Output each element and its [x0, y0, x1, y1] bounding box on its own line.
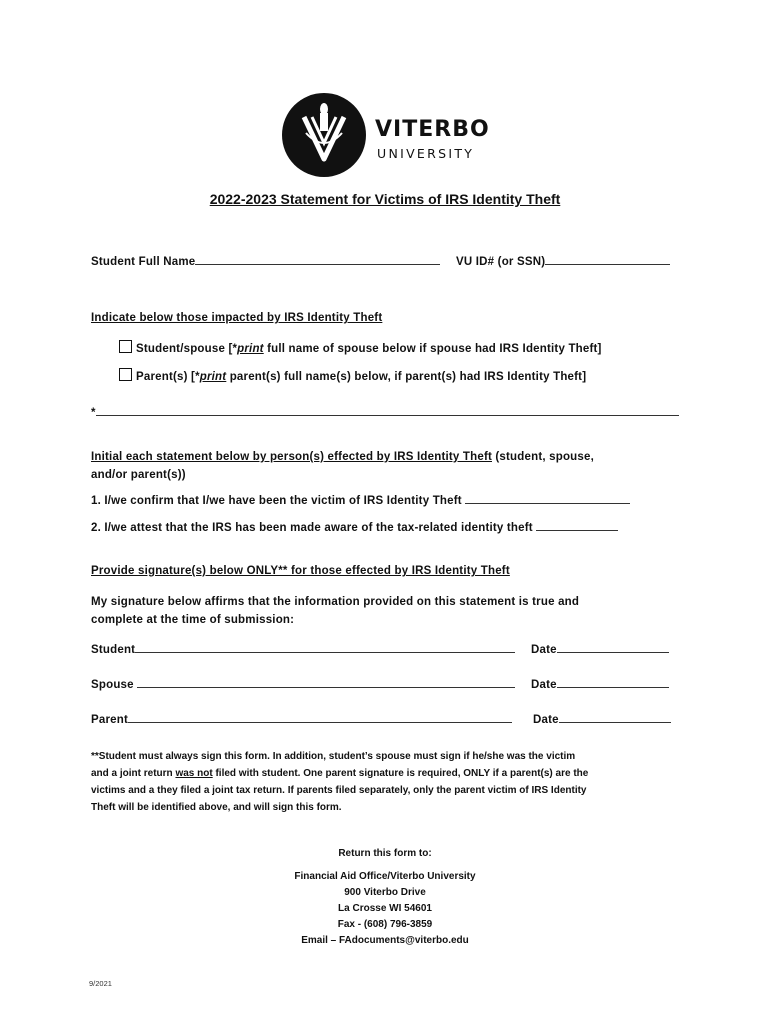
logo-wordmark: VITERBO — [375, 117, 490, 142]
statement-2 — [91, 522, 618, 534]
student-date-row — [531, 644, 669, 656]
option-spouse-text-end: full name of spouse below if spouse had IRS Identity Theft] — [263, 343, 602, 355]
statement-1 — [91, 495, 630, 507]
footer-date: 9/2021 — [89, 979, 112, 988]
impacted-names-field[interactable] — [96, 414, 679, 416]
signature-heading: Provide signature(s) below ONLY** for those effected by IRS Identity Theft — [91, 565, 510, 577]
parent-signature-label: Parent — [91, 714, 128, 726]
student-signature-label: Student — [91, 644, 136, 656]
note-line-2 — [91, 765, 691, 782]
option-parents-text-end: parent(s) full name(s) below, if parent(s) had IRS Identity Theft] — [226, 371, 587, 383]
initial-heading-rest: (student, spouse, — [492, 451, 594, 463]
parent-signature-field[interactable] — [128, 721, 512, 723]
spouse-date-field[interactable] — [557, 686, 669, 688]
note-line-3: victims and a they filed a joint tax return. If parents filed separately, only the parent victim of IRS Identity — [91, 785, 587, 796]
statement-2-initial-field[interactable] — [536, 529, 618, 531]
note-line-2-start: and a joint return — [91, 768, 176, 779]
student-signature-row — [91, 644, 515, 656]
asterisk: * — [91, 407, 96, 419]
address-email: Email – FAdocuments@viterbo.edu — [301, 935, 469, 946]
note-line-2-end: filed with student. One parent signature is required, ONLY if a parent(s) are the — [212, 768, 589, 779]
affirm-line-2: complete at the time of submission: — [91, 614, 295, 626]
address-city: La Crosse WI 54601 — [338, 903, 432, 914]
return-address — [0, 869, 770, 949]
vu-id-row — [456, 256, 670, 268]
parent-date-field[interactable] — [559, 721, 671, 723]
option-spouse-text: Student/spouse [* — [136, 343, 238, 355]
note-line-4: Theft will be identified above, and will sign this form. — [91, 802, 342, 813]
statement-1-text: 1. I/we confirm that I/we have been the victim of IRS Identity Theft — [91, 495, 462, 507]
student-name-row — [91, 256, 440, 268]
address-fax: Fax - (608) 796-3859 — [337, 919, 433, 930]
parent-date-row — [533, 714, 671, 726]
viterbo-seal-icon — [282, 93, 366, 177]
parent-date-label: Date — [533, 714, 559, 726]
parent-signature-row — [91, 714, 512, 726]
viterbo-logo — [282, 93, 492, 177]
option-parents-text: Parent(s) [* — [136, 371, 200, 383]
signature-note — [91, 748, 691, 816]
vu-id-label: VU ID# (or SSN) — [456, 256, 546, 268]
names-row — [91, 407, 679, 419]
option-parents — [119, 368, 586, 383]
initial-heading-underlined: Initial each statement below by person(s) effected by IRS Identity Theft — [91, 451, 492, 463]
statement-1-initial-field[interactable] — [465, 502, 630, 504]
student-date-label: Date — [531, 644, 557, 656]
student-date-field[interactable] — [557, 651, 669, 653]
spouse-date-label: Date — [531, 679, 557, 691]
option-spouse — [119, 340, 602, 355]
note-emphasis: was not — [175, 768, 213, 779]
spouse-date-row — [531, 679, 669, 691]
initial-heading-line2: and/or parent(s)) — [91, 469, 186, 481]
impacted-heading: Indicate below those impacted by IRS Identity Theft — [91, 312, 383, 324]
affirm-text — [91, 593, 579, 629]
spouse-signature-label: Spouse — [91, 679, 134, 691]
spouse-signature-field[interactable] — [137, 686, 515, 688]
statement-2-text: 2. I/we attest that the IRS has been made aware of the tax-related identity theft — [91, 522, 533, 534]
parents-checkbox[interactable] — [119, 368, 132, 381]
vu-id-field[interactable] — [545, 263, 670, 265]
page-title: 2022-2023 Statement for Victims of IRS Identity Theft — [209, 191, 561, 207]
print-emphasis: print — [199, 371, 227, 383]
initial-heading — [91, 448, 671, 484]
note-line-1: **Student must always sign this form. In addition, student’s spouse must sign if he/she was the victim — [91, 751, 576, 762]
spouse-signature-row — [91, 679, 515, 691]
spouse-checkbox[interactable] — [119, 340, 132, 353]
student-signature-field[interactable] — [135, 651, 515, 653]
return-heading: Return this form to: — [338, 848, 432, 859]
print-emphasis: print — [237, 343, 264, 355]
student-name-label: Student Full Name — [91, 256, 196, 268]
student-name-field[interactable] — [195, 263, 440, 265]
affirm-line-1: My signature below affirms that the information provided on this statement is true and — [91, 596, 580, 608]
address-street: 900 Viterbo Drive — [344, 887, 426, 898]
logo-subtitle: UNIVERSITY — [377, 146, 475, 161]
address-office: Financial Aid Office/Viterbo University — [294, 871, 476, 882]
